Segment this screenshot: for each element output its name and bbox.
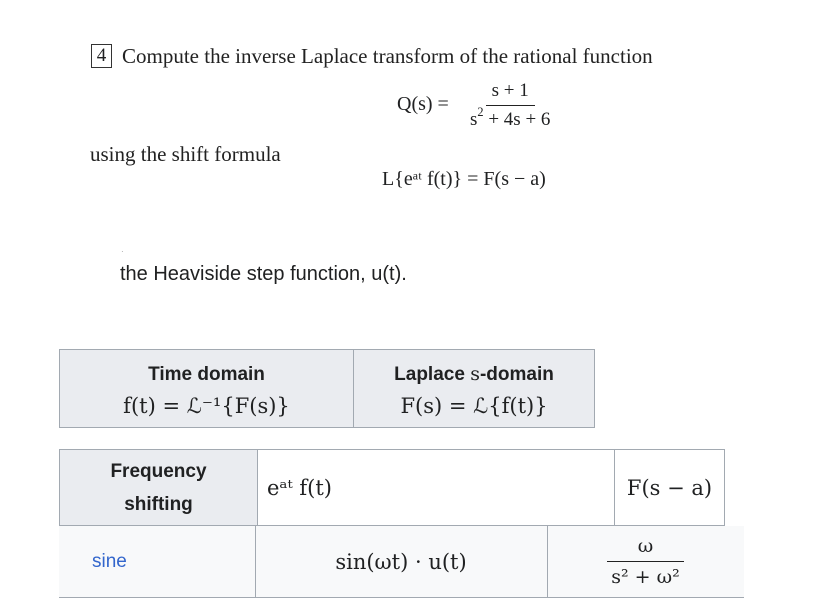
table-row [60, 450, 725, 526]
laplace-header-table [59, 349, 595, 428]
sine-laplace-denominator: s² + ω² [607, 561, 683, 588]
sine-table [59, 526, 744, 598]
sine-time-expr: sin(ωt) · u(t) [255, 526, 547, 598]
sine-laplace-numerator: ω [637, 535, 654, 557]
frequency-shifting-table [59, 449, 725, 526]
q-fraction [470, 80, 550, 131]
sine-laplace-expr [547, 526, 744, 598]
shift-formula: L{eᵃᵗ f(t)} = F(s − a) [382, 168, 546, 190]
laplace-domain-header [354, 350, 595, 428]
heaviside-text: the Heaviside step function, u(t). [120, 263, 407, 285]
q-function-label: Q(s) = [397, 93, 449, 115]
frequency-shifting-laplace-expr: F(s − a) [615, 450, 725, 526]
time-domain-label: Time domain [148, 363, 265, 385]
frequency-shifting-time-expr: eᵃᵗ f(t) [258, 450, 615, 526]
time-domain-formula: f(t) = ℒ⁻¹{F(s)} [123, 393, 290, 418]
q-denominator: $s^2 + 4s + 6$ [470, 105, 551, 130]
problem-number-box: 4 [91, 44, 112, 68]
problem-statement: Compute the inverse Laplace transform of the rational function [122, 44, 653, 68]
laplace-domain-label: Laplace s-domain [394, 363, 554, 385]
sine-link[interactable]: sine [59, 526, 255, 598]
q-numerator: s + 1 [486, 80, 535, 106]
time-domain-header [60, 350, 354, 428]
frequency-shifting-label: Frequency shifting [60, 450, 258, 526]
table-row [59, 526, 744, 598]
stray-dot: · [121, 247, 124, 256]
using-shift-text: using the shift formula [90, 142, 281, 166]
laplace-domain-formula: F(s) = ℒ{f(t)} [400, 394, 548, 418]
sine-laplace-fraction [607, 535, 683, 588]
